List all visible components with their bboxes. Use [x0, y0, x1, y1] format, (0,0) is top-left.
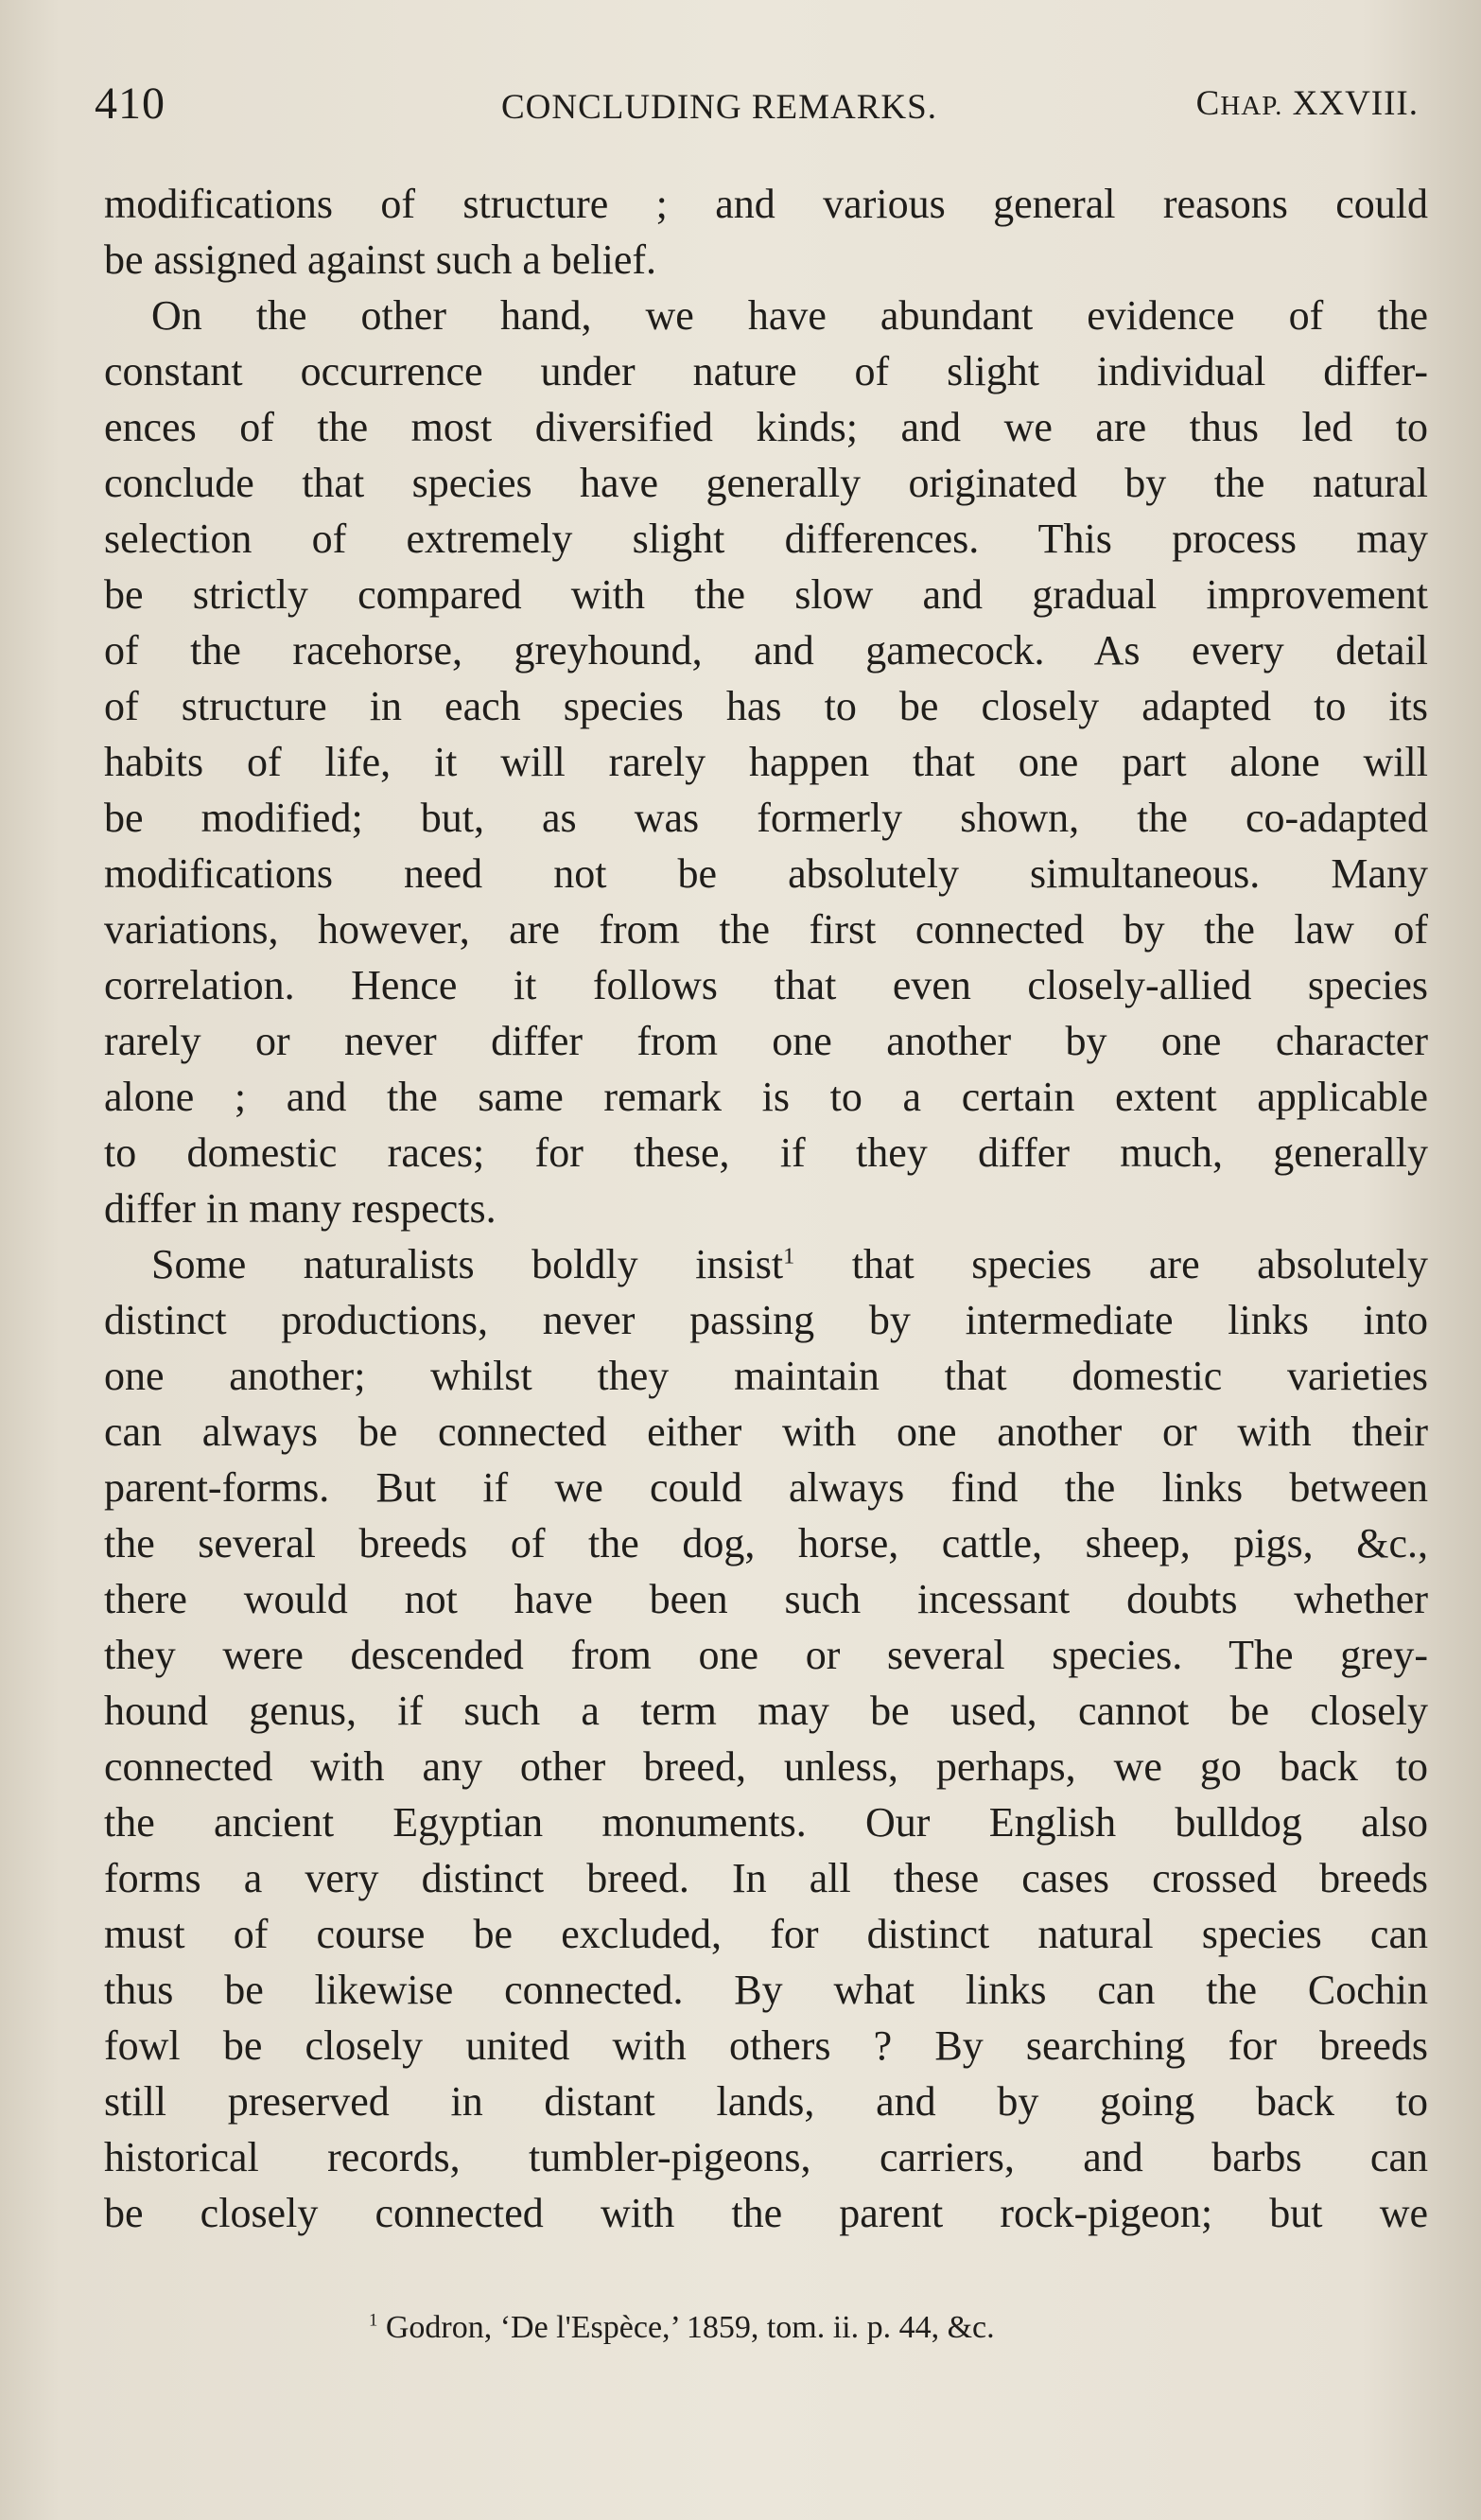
text-line: be modified; but, as was formerly shown, the co-adapted [104, 795, 1428, 841]
text-line: selection of extremely slight differences. This process may [104, 516, 1428, 562]
text-line: forms a very distinct breed. In all these cases crossed breeds [104, 1855, 1428, 1901]
text-line: can always be connected either with one another or with their [104, 1409, 1428, 1455]
text-line: alone ; and the same remark is to a certain extent applicable [104, 1074, 1428, 1120]
text-line: On the other hand, we have abundant evidence of the [151, 292, 1428, 339]
footnote-text: Godron, ‘De l'Espèce,’ 1859, tom. ii. p. 44, &c. [385, 2310, 995, 2345]
text-line [104, 1236, 1428, 1292]
text-line: parent-forms. But if we could always find the links between [104, 1464, 1428, 1511]
text-line: variations, however, are from the first connected by the law of [104, 906, 1428, 953]
text-fragment: that species are absolutely [851, 1241, 1428, 1287]
text-line: constant occurrence under nature of slight individual differ- [104, 348, 1428, 394]
text-line: correlation. Hence it follows that even closely-allied species [104, 962, 1428, 1008]
chapter-small: HAP. [1220, 91, 1283, 121]
text-line: rarely or never differ from one another by one character [104, 1018, 1428, 1064]
text-line: distinct productions, never passing by intermediate links into [104, 1297, 1428, 1343]
text-line: there would not have been such incessant doubts whether [104, 1576, 1428, 1622]
text-line: the several breeds of the dog, horse, cattle, sheep, pigs, &c., [104, 1520, 1428, 1566]
text-line: the ancient Egyptian monuments. Our English bulldog also [104, 1799, 1428, 1846]
text-line: thus be likewise connected. By what links can the Cochin [104, 1967, 1428, 2013]
text-line: modifications of structure ; and various general reasons could [104, 181, 1428, 227]
text-line: of structure in each species has to be closely adapted to its [104, 683, 1428, 729]
text-line: to domestic races; for these, if they differ much, generally [104, 1129, 1428, 1176]
text-line: differ in many respects. [104, 1185, 497, 1232]
text-line: be assigned against such a belief. [104, 236, 657, 283]
text-line: be strictly compared with the slow and gradual improvement [104, 571, 1428, 618]
text-line: conclude that species have generally originated by the natural [104, 460, 1428, 506]
page-number: 410 [95, 79, 166, 129]
chapter-prefix: C [1195, 84, 1221, 123]
text-line: ences of the most diversified kinds; and we are thus led to [104, 404, 1428, 450]
chapter-number: XXVIII. [1292, 84, 1419, 123]
running-title: CONCLUDING REMARKS. [501, 88, 937, 127]
chapter-label [1196, 83, 1419, 124]
text-line: still preserved in distant lands, and by going back to [104, 2078, 1428, 2125]
text-line: modifications need not be absolutely simultaneous. Many [104, 850, 1428, 897]
footnote-marker: 1 [369, 2310, 378, 2331]
text-line: one another; whilst they maintain that domestic varieties [104, 1353, 1428, 1399]
text-line: hound genus, if such a term may be used, cannot be closely [104, 1688, 1428, 1734]
text-line: must of course be excluded, for distinct natural species can [104, 1911, 1428, 1957]
text-line: of the racehorse, greyhound, and gamecock. As every detail [104, 627, 1428, 674]
text-line: be closely connected with the parent rock-pigeon; but we [104, 2190, 1428, 2236]
footnote-reference: 1 [783, 1243, 795, 1269]
text-line: fowl be closely united with others ? By searching for breeds [104, 2022, 1428, 2069]
body-text [104, 176, 1428, 2241]
text-line: they were descended from one or several species. The grey- [104, 1632, 1428, 1678]
text-line: connected with any other breed, unless, perhaps, we go back to [104, 1743, 1428, 1790]
footnote [369, 2305, 1315, 2351]
text-line: habits of life, it will rarely happen that one part alone will [104, 739, 1428, 785]
text-fragment: Some naturalists boldly insist [151, 1241, 784, 1287]
page-header [95, 78, 1419, 144]
text-line: historical records, tumbler-pigeons, carriers, and barbs can [104, 2134, 1428, 2180]
